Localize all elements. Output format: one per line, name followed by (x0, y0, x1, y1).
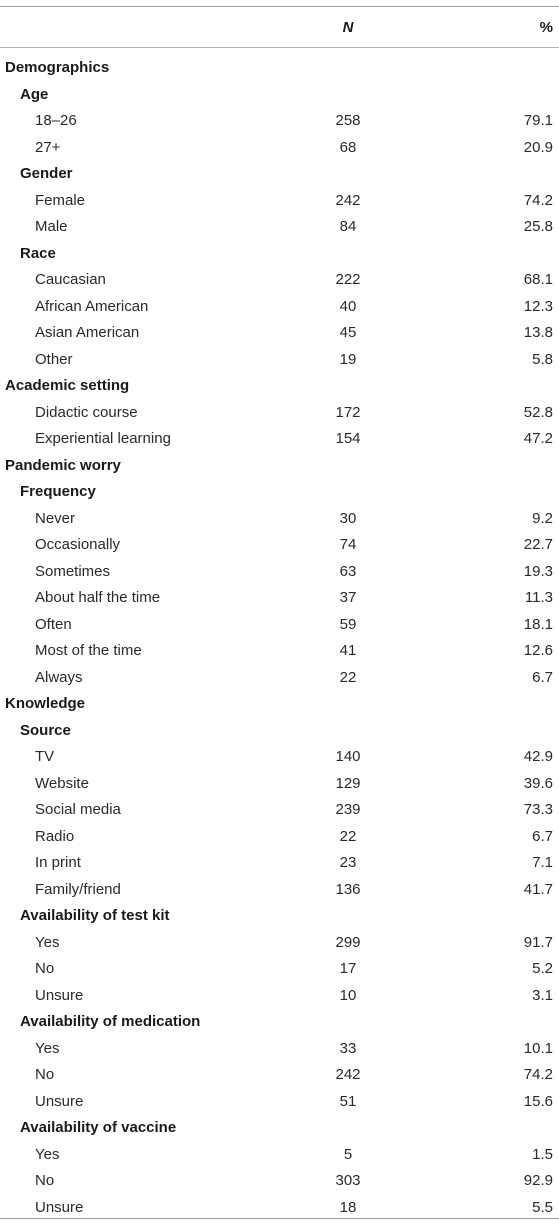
row-percent: 91.7 (523, 933, 553, 951)
row-count: 40 (339, 297, 357, 315)
table-row (0, 426, 559, 453)
row-percent: 74.2 (523, 1066, 553, 1083)
row-count: 30 (339, 509, 357, 527)
row-count: 172 (335, 403, 361, 421)
row-label: Other (35, 350, 73, 368)
table-row (0, 1036, 559, 1063)
row-count: 84 (339, 218, 357, 235)
row-label: Availability of vaccine (20, 1119, 177, 1136)
row-label: Academic setting (5, 377, 130, 394)
row-label: Never (35, 509, 76, 527)
row-label: Availability of medication (20, 1013, 201, 1030)
table-row (0, 214, 559, 241)
row-count: 5 (343, 1145, 353, 1163)
row-label: No (35, 960, 55, 977)
row-percent: 6.7 (532, 668, 553, 686)
table-row (0, 559, 559, 586)
subsection-heading-row (0, 718, 559, 745)
table-row (0, 585, 559, 612)
row-percent: 39.6 (523, 774, 553, 792)
row-percent: 73.3 (523, 801, 553, 818)
row-label: Didactic course (35, 403, 138, 421)
row-label: Knowledge (5, 695, 86, 712)
row-label: No (35, 1066, 55, 1083)
table-body (0, 55, 559, 1221)
row-label: 27+ (35, 138, 61, 156)
row-count: 10 (339, 986, 357, 1004)
row-label: Source (20, 721, 71, 739)
row-label: Radio (35, 827, 75, 845)
table-row (0, 744, 559, 771)
section-heading-row (0, 453, 559, 480)
table-row (0, 1062, 559, 1089)
table-row (0, 1168, 559, 1195)
row-label: Frequency (20, 483, 96, 500)
table-row (0, 188, 559, 215)
row-percent: 7.1 (532, 854, 553, 871)
row-label: TV (35, 748, 55, 765)
table-row (0, 983, 559, 1010)
row-percent: 41.7 (523, 880, 553, 898)
row-count: 68 (339, 138, 357, 156)
row-count: 23 (339, 854, 357, 871)
table-row (0, 877, 559, 904)
row-count: 22 (339, 668, 357, 686)
row-count: 74 (339, 536, 357, 553)
row-label: Male (35, 218, 68, 235)
table-bottom-rule (0, 1218, 559, 1219)
row-label: Gender (20, 165, 73, 182)
row-count: 22 (339, 827, 357, 845)
row-count: 129 (335, 774, 361, 792)
row-percent: 13.8 (523, 324, 553, 341)
row-count: 242 (335, 191, 361, 209)
table-row (0, 135, 559, 162)
row-label: About half the time (35, 589, 161, 606)
row-count: 258 (335, 112, 361, 129)
row-label: Age (20, 85, 49, 103)
row-label: Most of the time (35, 642, 142, 659)
row-count: 51 (339, 1092, 357, 1110)
row-percent: 22.7 (523, 536, 553, 553)
column-header-percent: % (539, 19, 553, 36)
row-percent: 47.2 (523, 430, 553, 447)
row-percent: 18.1 (523, 615, 553, 633)
row-label: Occasionally (35, 536, 121, 553)
row-label: Website (35, 774, 89, 792)
row-percent: 68.1 (523, 271, 553, 288)
subsection-heading-row (0, 82, 559, 109)
subsection-heading-row (0, 479, 559, 506)
subsection-heading-row (0, 1009, 559, 1036)
row-count: 154 (335, 430, 361, 447)
table-row (0, 532, 559, 559)
row-label: Yes (35, 1145, 60, 1163)
table-row (0, 400, 559, 427)
row-label: Asian American (35, 324, 140, 341)
table-row (0, 824, 559, 851)
row-count: 18 (339, 1198, 357, 1216)
row-count: 41 (339, 642, 357, 659)
row-count: 19 (339, 350, 357, 368)
table-row (0, 956, 559, 983)
row-percent: 3.1 (532, 986, 553, 1004)
row-percent: 52.8 (523, 403, 553, 421)
row-percent: 42.9 (523, 748, 553, 765)
row-percent: 15.6 (523, 1092, 553, 1110)
row-percent: 10.1 (523, 1039, 553, 1057)
row-label: Social media (35, 801, 121, 818)
subsection-heading-row (0, 241, 559, 268)
row-percent: 19.3 (523, 562, 553, 580)
table-row (0, 930, 559, 957)
row-label: Yes (35, 933, 60, 951)
column-header-n: N (342, 19, 354, 36)
table-row (0, 294, 559, 321)
row-label: Unsure (35, 1092, 84, 1110)
row-count: 59 (339, 615, 357, 633)
table-row (0, 665, 559, 692)
row-label: Availability of test kit (20, 907, 170, 924)
row-count: 63 (339, 562, 357, 580)
table-row (0, 267, 559, 294)
row-percent: 5.8 (532, 350, 553, 368)
table-row (0, 771, 559, 798)
row-count: 299 (335, 933, 361, 951)
row-percent: 12.3 (523, 297, 553, 315)
table-header (0, 7, 559, 47)
section-heading-row (0, 373, 559, 400)
row-percent: 12.6 (523, 642, 553, 659)
table-row (0, 850, 559, 877)
section-heading-row (0, 55, 559, 82)
row-percent: 79.1 (523, 112, 553, 129)
table-row (0, 638, 559, 665)
row-label: Race (20, 244, 56, 262)
table-row (0, 108, 559, 135)
row-percent: 20.9 (523, 138, 553, 156)
row-count: 140 (335, 748, 361, 765)
table-row (0, 347, 559, 374)
row-count: 17 (339, 960, 357, 977)
row-count: 37 (339, 589, 357, 606)
row-percent: 92.9 (523, 1172, 553, 1189)
row-percent: 11.3 (524, 589, 553, 606)
row-count: 242 (335, 1066, 361, 1083)
row-percent: 9.2 (532, 509, 553, 527)
row-percent: 5.2 (532, 960, 553, 977)
subsection-heading-row (0, 161, 559, 188)
row-percent: 25.8 (523, 218, 553, 235)
table-row (0, 1142, 559, 1169)
row-count: 303 (335, 1172, 361, 1189)
row-label: Experiential learning (35, 430, 171, 447)
table-row (0, 612, 559, 639)
row-label: No (35, 1172, 55, 1189)
row-percent: 74.2 (523, 191, 553, 209)
row-label: Unsure (35, 1198, 84, 1216)
row-label: In print (35, 854, 81, 871)
subsection-heading-row (0, 1115, 559, 1142)
row-label: Yes (35, 1039, 60, 1057)
row-label: Demographics (5, 59, 110, 76)
row-label: 18–26 (35, 112, 77, 129)
row-label: Unsure (35, 986, 84, 1004)
row-label: Caucasian (35, 271, 106, 288)
table-row (0, 797, 559, 824)
row-count: 136 (335, 880, 361, 898)
row-percent: 6.7 (532, 827, 553, 845)
table-row (0, 506, 559, 533)
row-count: 45 (339, 324, 357, 341)
row-count: 222 (335, 271, 361, 288)
row-label: Family/friend (35, 880, 121, 898)
row-count: 33 (339, 1039, 357, 1057)
subsection-heading-row (0, 903, 559, 930)
row-label: Sometimes (35, 562, 111, 580)
table-row (0, 1089, 559, 1116)
row-label: Often (35, 615, 72, 633)
row-count: 239 (335, 801, 361, 818)
row-percent: 1.5 (532, 1145, 553, 1163)
header-rule (0, 47, 559, 48)
section-heading-row (0, 691, 559, 718)
row-label: Pandemic worry (5, 456, 121, 474)
row-label: Always (35, 668, 83, 686)
row-label: Female (35, 191, 86, 209)
row-label: African American (35, 297, 149, 315)
table-row (0, 320, 559, 347)
row-percent: 5.5 (532, 1198, 553, 1216)
